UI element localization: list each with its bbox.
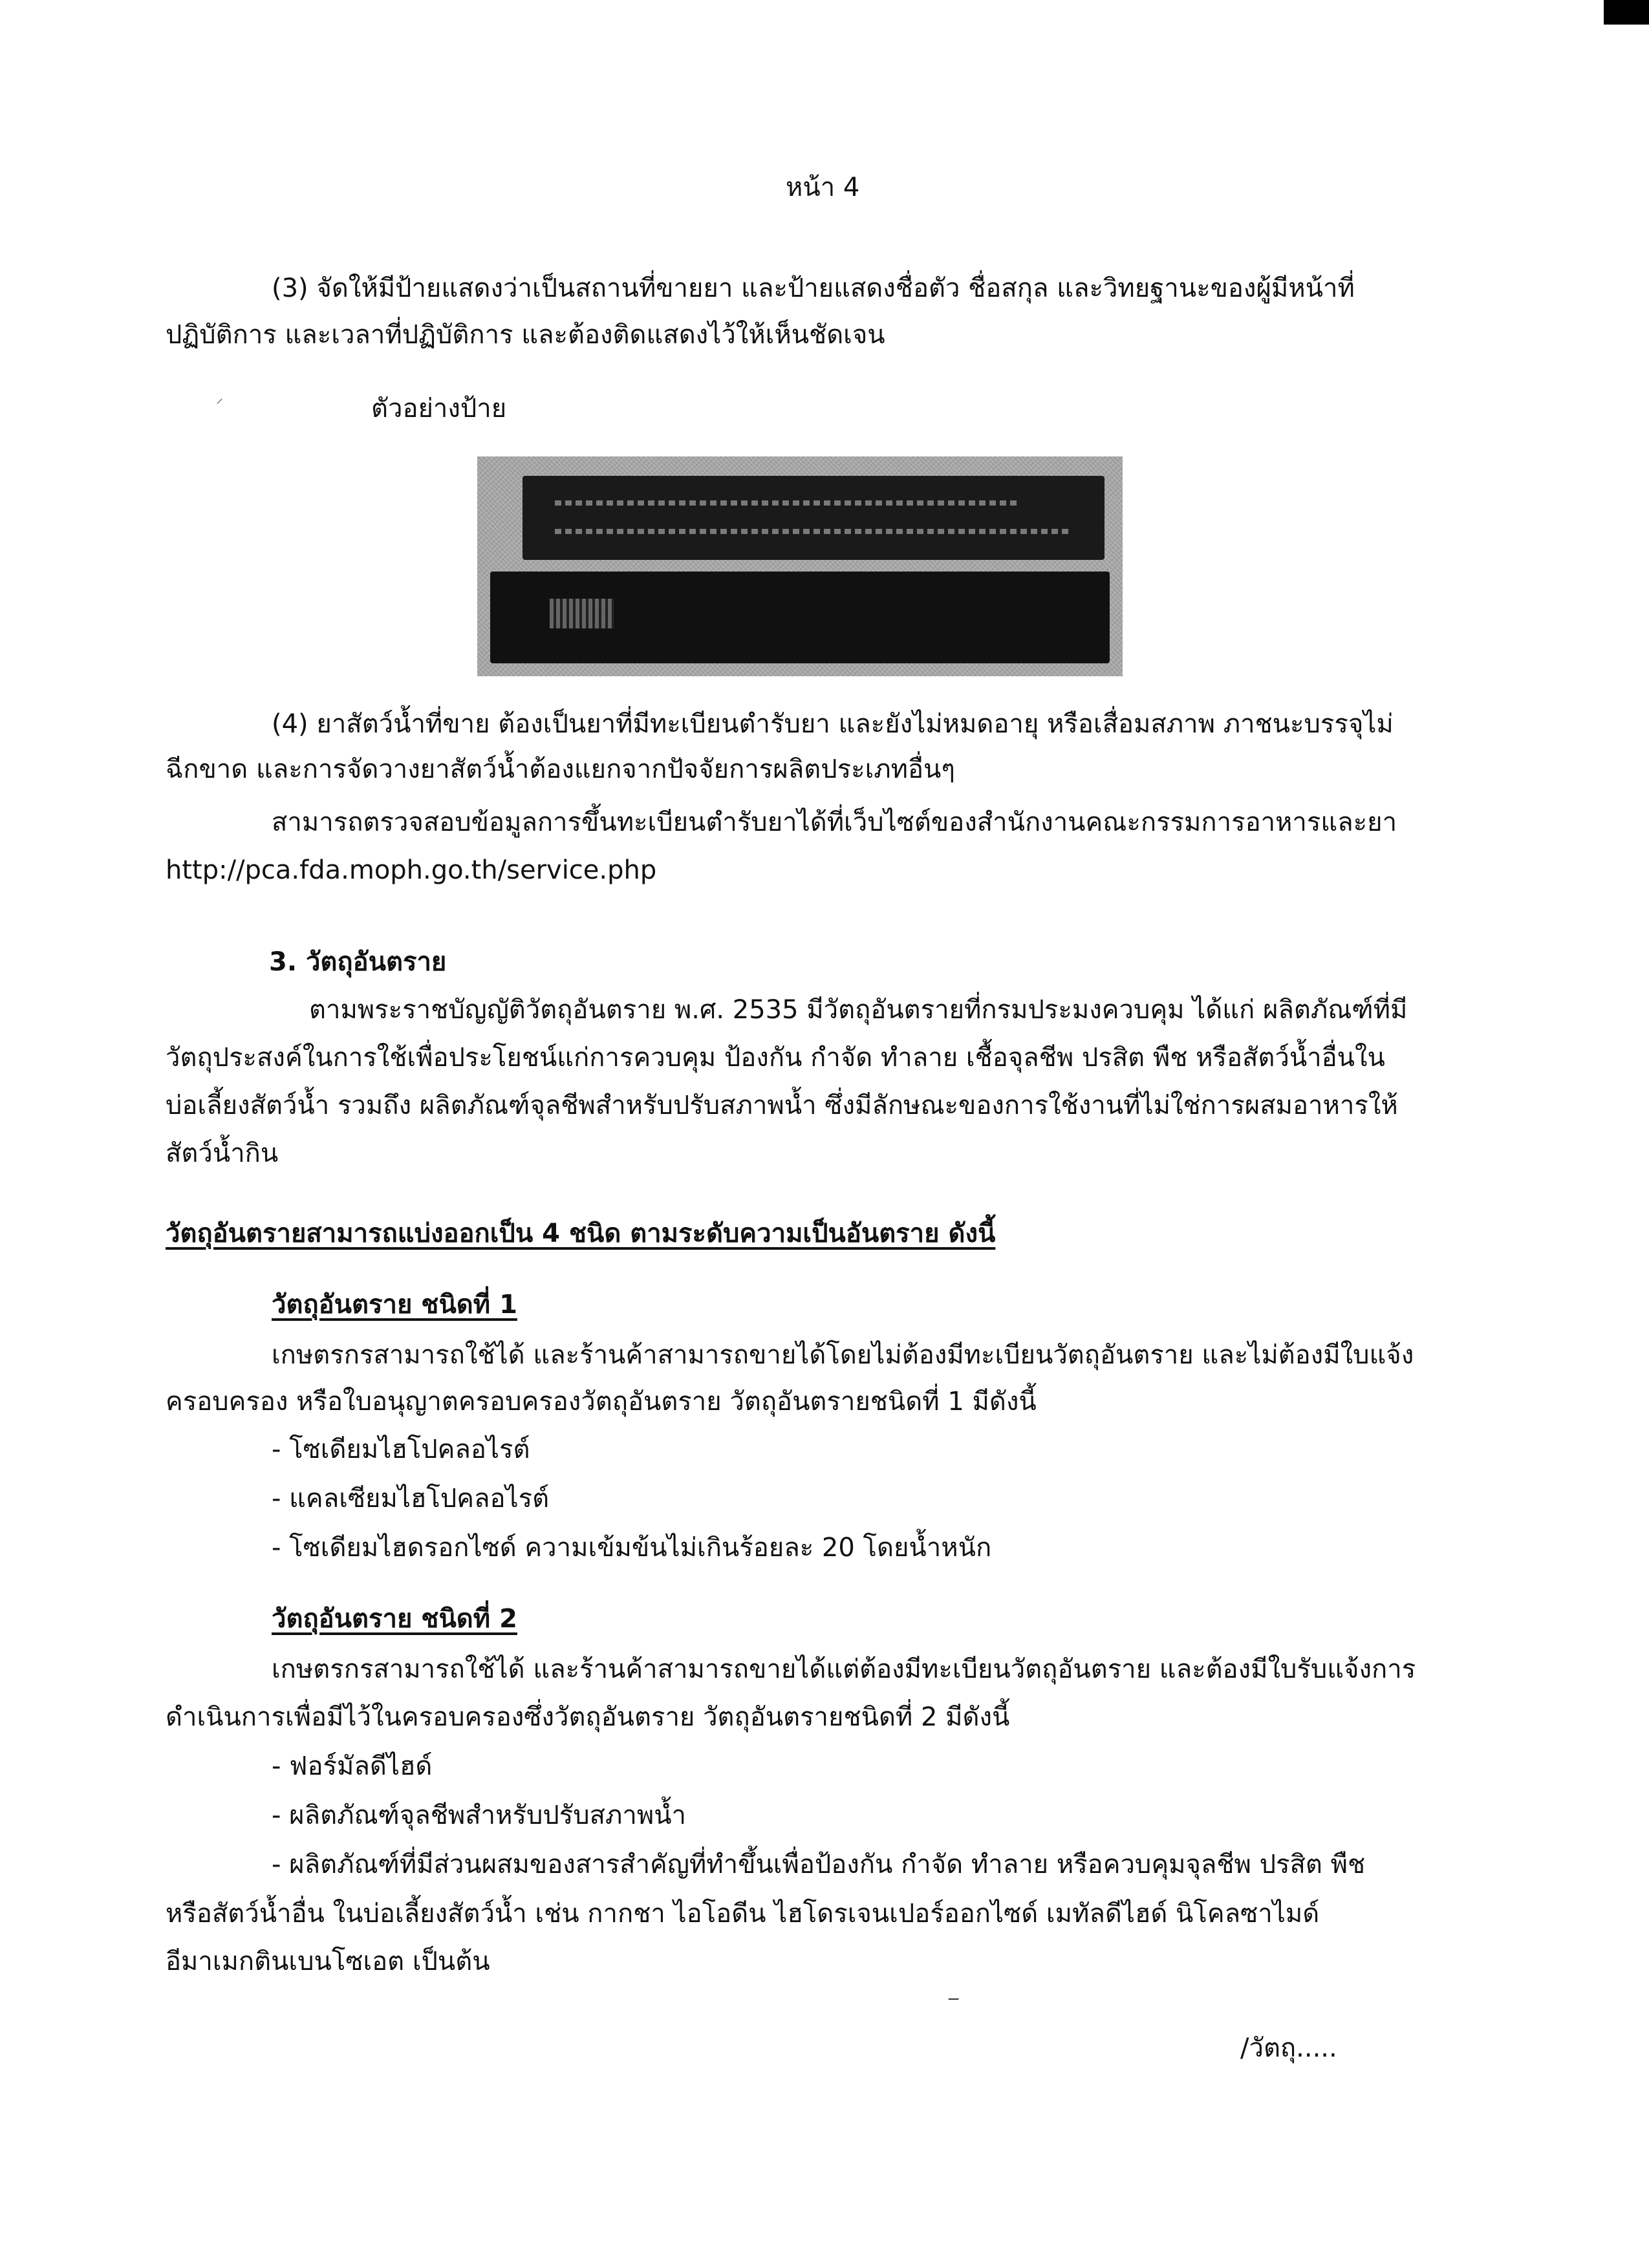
- type1-desc-line2: ครอบครอง หรือใบอนุญาตครอบครองวัตถุอันตราย วัตถุอันตรายชนิดที่ 1 มีดังนี้: [166, 1387, 1037, 1417]
- type2-item: - ผลิตภัณฑ์ที่มีส่วนผสมของสารสำคัญที่ทำขึ้นเพื่อป้องกัน กำจัด ทำลาย หรือควบคุมจุลชีพ ปรสิต พืช: [272, 1850, 1366, 1879]
- hazard-para-line3: บ่อเลี้ยงสัตว์น้ำ รวมถึง ผลิตภัณฑ์จุลชีพสำหรับปรับสภาพน้ำ ซึ่งมีลักษณะของการใช้งานที่ไม่ใช่การผสมอาหารให้: [166, 1091, 1398, 1120]
- hazard-para-line2: วัตถุประสงค์ในการใช้เพื่อประโยชน์แก่การควบคุม ป้องกัน กำจัด ทำลาย เชื้อจุลชีพ ปรสิต พืช หรือสัตว์น้ำอื่นใน: [166, 1043, 1385, 1073]
- item3-line1: (3) จัดให้มีป้ายแสดงว่าเป็นสถานที่ขายยา และป้ายแสดงชื่อตัว ชื่อสกุล และวิทยฐานะของผู้มีหน้าที่: [272, 273, 1355, 303]
- sign-lower-plate: [490, 572, 1110, 663]
- hazard-section-heading: 3. วัตถุอันตราย: [269, 947, 447, 977]
- example-sign-image: [477, 456, 1123, 676]
- type2-cont-line2: อีมาเมกตินเบนโซเอต เป็นต้น: [166, 1947, 490, 1976]
- type1-heading: วัตถุอันตราย ชนิดที่ 1: [272, 1290, 517, 1320]
- hazard-para-line1: ตามพระราชบัญญัติวัตถุอันตราย พ.ศ. 2535 มีวัตถุอันตรายที่กรมประมงควบคุม ได้แก่ ผลิตภัณฑ์ที่มี: [309, 995, 1408, 1025]
- item4-line2: ฉีกขาด และการจัดวางยาสัตว์น้ำต้องแยกจากปัจจัยการผลิตประเภทอื่นๆ: [166, 754, 955, 784]
- continuation-marker: /วัตถุ.....: [1240, 2033, 1337, 2063]
- scan-corner-mark: [1604, 0, 1649, 25]
- type2-desc-line2: ดำเนินการเพื่อมีไว้ในครอบครองซึ่งวัตถุอันตราย วัตถุอันตรายชนิดที่ 2 มีดังนี้: [166, 1702, 1010, 1732]
- page-number: หน้า 4: [786, 173, 860, 202]
- item3-line2: ปฏิบัติการ และเวลาที่ปฏิบัติการ และต้องติดแสดงไว้ให้เห็นชัดเจน: [166, 320, 885, 350]
- drug-check-line: สามารถตรวจสอบข้อมูลการขึ้นทะเบียนตำรับยาได้ที่เว็บไซต์ของสำนักงานคณะกรรมการอาหารและยา: [272, 808, 1397, 837]
- drug-registration-url[interactable]: http://pca.fda.moph.go.th/service.php: [166, 855, 657, 885]
- dash-mark: ⁻: [947, 1989, 961, 2018]
- type1-item: - แคลเซียมไฮโปคลอไรต์: [272, 1484, 550, 1514]
- type2-heading: วัตถุอันตราย ชนิดที่ 2: [272, 1604, 517, 1634]
- type2-cont-line1: หรือสัตว์น้ำอื่น ในบ่อเลี้ยงสัตว์น้ำ เช่น กากชา ไอโอดีน ไฮโดรเจนเปอร์ออกไซด์ เมทัลดีไฮด์ นิโคลซาไมด์: [166, 1899, 1320, 1929]
- item4-line1: (4) ยาสัตว์น้ำที่ขาย ต้องเป็นยาที่มีทะเบียนตำรับยา และยังไม่หมดอายุ หรือเสื่อมสภาพ ภาชนะบรรจุไม่: [272, 709, 1394, 739]
- type2-desc-line1: เกษตรกรสามารถใช้ได้ และร้านค้าสามารถขายได้แต่ต้องมีทะเบียนวัตถุอันตราย และต้องมีใบรับแจ้งการ: [272, 1654, 1416, 1684]
- sign-logo: [550, 599, 614, 628]
- sign-upper-plate: [523, 476, 1105, 560]
- hazard-para-line4: สัตว์น้ำกิน: [166, 1139, 279, 1168]
- type2-item: - ผลิตภัณฑ์จุลชีพสำหรับปรับสภาพน้ำ: [272, 1801, 687, 1830]
- example-sign-label: ตัวอย่างป้าย: [371, 394, 507, 423]
- type1-item: - โซเดียมไฮดรอกไซด์ ความเข้มข้นไม่เกินร้อยละ 20 โดยน้ำหนัก: [272, 1533, 992, 1563]
- classification-heading: วัตถุอันตรายสามารถแบ่งออกเป็น 4 ชนิด ตามระดับความเป็นอันตราย ดังนี้: [166, 1219, 996, 1248]
- type2-item: - ฟอร์มัลดีไฮด์: [272, 1751, 433, 1781]
- stray-mark: ⸝: [216, 390, 224, 407]
- type1-desc-line1: เกษตรกรสามารถใช้ได้ และร้านค้าสามารถขายได้โดยไม่ต้องมีทะเบียนวัตถุอันตราย และไม่ต้องมีใบแจ้ง: [272, 1340, 1414, 1370]
- type1-item: - โซเดียมไฮโปคลอไรต์: [272, 1435, 530, 1464]
